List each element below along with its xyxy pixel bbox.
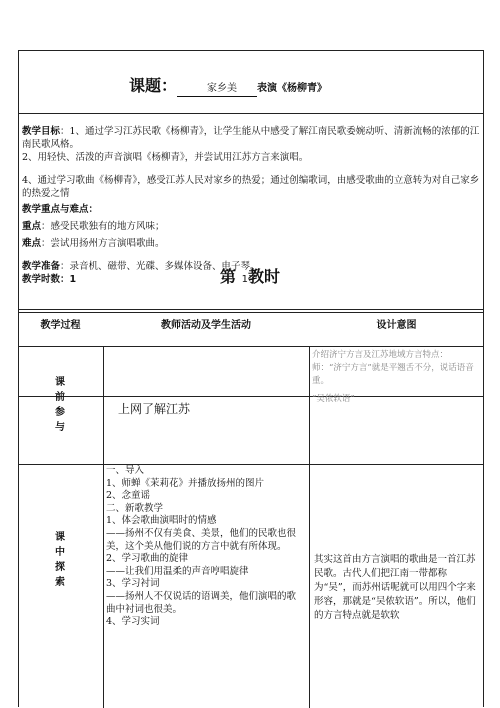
hours-label: 教学时数 — [22, 274, 61, 285]
goals-heading: 教学目标 — [22, 126, 61, 137]
prep-label: 教学准备 — [22, 261, 61, 272]
header-intent: 设计意图 — [376, 320, 417, 331]
title-suffix: 表演《杨柳青》 — [257, 83, 328, 94]
difficult-label: 难点 — [22, 238, 42, 249]
goal-1 — [22, 125, 480, 151]
goal-1-text: ：1、通过学习江苏民歌《杨柳青》，让学生能从中感受了解江南民歌委婉动听、清新流畅的浓郁的江南民歌风格。 — [22, 126, 480, 150]
key-text: ：感受民歌独有的地方风味； — [41, 221, 165, 232]
goal-2: 2、用轻快、活泼的声音演唱《杨柳青》，并尝试用江苏方言来演唱。 — [22, 152, 309, 163]
title-topic: 家乡美 — [207, 82, 237, 97]
header-activity: 教师活动及学生活动 — [161, 320, 251, 331]
in-class-explanation: 其实这首由方言演唱的歌曲是一首江苏民歌。古代人们把江南一带都称为“吴”，而苏州话呢就可以用四个字来形容，那就是“吴侬软语”。所以，他们的方言特点就是软软 — [314, 554, 476, 621]
step-line: 3、学习衬词 — [106, 578, 160, 590]
teaching-goals — [22, 125, 480, 286]
goal-4: 4、通过学习歌曲《杨柳青》，感受江苏人民对家乡的热爱；通过创编歌词，由感受歌曲的立意转为对自己家乡的热爱之情 — [22, 175, 480, 199]
pre-class-char: 参 — [55, 407, 65, 418]
prep-text: ：录音机、磁带、光碟、多媒体设备、电子琴。 — [60, 261, 260, 272]
lesson-post: 教时 — [247, 267, 280, 286]
step-line: 4、学习实词 — [106, 616, 160, 628]
note-line: “吴侬软语” — [312, 394, 355, 404]
step-line: 2、念童谣 — [106, 490, 151, 502]
in-class-char: 探 — [55, 562, 65, 573]
col-divider — [309, 346, 310, 708]
step-line: 1、师蝉《茉莉花》并播放扬州的图片 — [106, 477, 265, 489]
lesson-number-heading — [0, 264, 500, 287]
difficult-text: ：尝试用扬州方言演唱歌曲。 — [41, 238, 165, 249]
lesson-num: 1 — [241, 274, 248, 285]
key-point — [22, 220, 480, 233]
hours-text: ：1 — [60, 274, 77, 285]
title-blank — [177, 82, 207, 97]
title-blank — [237, 82, 257, 97]
note-line: 介绍济宁方言及江苏地域方言特点： — [312, 350, 449, 360]
row-divider — [19, 113, 483, 114]
in-class-label — [52, 530, 68, 590]
pre-class-label — [52, 375, 68, 435]
pre-class-note — [312, 349, 480, 406]
in-class-steps — [106, 465, 302, 629]
row-divider — [19, 346, 483, 347]
step-line: ——扬州不仅有美食、美景，他们的民歌也很美，这个美从他们说的方言中就有所体现。 — [106, 527, 297, 552]
header-process: 教学过程 — [40, 320, 81, 331]
note-line: 师：“济宁方言”就是平翘舌不分，说话语音重。 — [312, 363, 474, 386]
title-prefix: 课题： — [129, 76, 178, 95]
key-heading-text: 教学重点与难点： — [22, 204, 99, 215]
lesson-pre: 第 — [220, 267, 237, 286]
in-class-char: 索 — [55, 577, 65, 588]
step-line: 二、新歌教学 — [106, 502, 164, 514]
key-heading — [22, 203, 480, 216]
in-class-char: 中 — [55, 547, 65, 558]
row-divider-double — [19, 309, 483, 313]
step-line: 一、导入 — [106, 465, 145, 476]
pre-class-char: 课 — [55, 377, 65, 388]
pre-class-char: 前 — [55, 392, 65, 403]
step-line: 1、体会歌曲演唱时的情感 — [106, 515, 217, 527]
difficult-point — [22, 237, 480, 250]
in-class-char: 课 — [55, 532, 65, 543]
pre-class-activity: 上网了解江苏 — [118, 402, 191, 416]
lesson-title — [129, 73, 389, 97]
col-divider — [103, 346, 104, 708]
key-label: 重点 — [22, 221, 42, 232]
step-line: ——扬州人不仅说话的语调美，他们演唱的歌曲中衬词也很美。 — [106, 590, 297, 615]
step-line: 2、学习歌曲的旋律 — [106, 553, 189, 565]
step-line: ——让我们用温柔的声音哼唱旋律 — [106, 565, 249, 577]
pre-class-char: 与 — [55, 422, 65, 433]
